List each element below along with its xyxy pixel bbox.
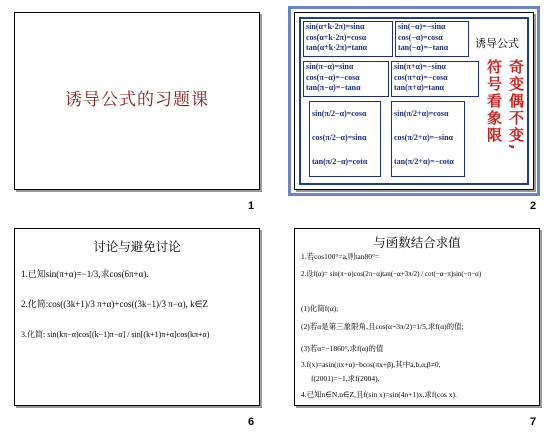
slide-thumbnail-2[interactable] [294, 12, 534, 190]
formula-box-3 [303, 61, 389, 97]
formula-box-1 [303, 21, 393, 57]
formula: cos(π/2−α)=sinα [312, 133, 367, 142]
slide-thumbnail-6[interactable] [14, 228, 260, 406]
formula: sin(π+α)=−sinα [394, 62, 446, 71]
slide-thumbnail-1[interactable] [14, 12, 260, 190]
formula: tan(π/2+α)=−cotα [394, 157, 454, 166]
formula: cos(π/2+α)=−sinα [394, 133, 453, 142]
formula: sin(−α)=−sinα [398, 22, 446, 31]
formula: cos(π−α)=−cosα [306, 72, 360, 82]
formula-box-6 [391, 101, 465, 177]
vertical-text-right: 奇变偶不变, [507, 59, 525, 152]
problem-item: 2.化简:cos((3k+1)/3 π+α)+cos((3k−1)/3 π−α), k∈Z [21, 299, 208, 309]
slide-number-7: 7 [530, 416, 537, 428]
slide-2-frame [299, 17, 529, 185]
slide-number-1: 1 [248, 200, 255, 212]
problem-item: (3)若α=−1860°,求f(α)的值 [301, 344, 384, 353]
formula: tan(π/2−α)=cotα [312, 157, 368, 166]
formula-box-2 [395, 21, 469, 57]
formula: tan(α+k·2π)=tanα [306, 43, 368, 52]
problem-item: (2)若α是第三象限角,且cos(α−3π/2)=1/5,求f(α)的值; [301, 322, 464, 331]
slide-number-2: 2 [530, 200, 537, 212]
problem-item: (1)化简f(α); [301, 304, 339, 313]
vertical-text-left: 符号看象限 [485, 59, 503, 144]
formula: cos(−α)=cosα [398, 32, 443, 42]
slide-1-title: 诱导公式的习题课 [65, 90, 209, 110]
formula: sin(π−α)=sinα [306, 62, 354, 71]
formula: sin(π/2−α)=cosα [312, 109, 367, 118]
problem-item: f(2001)=−1,求f(2004). [311, 374, 380, 383]
formula-box-4 [391, 61, 479, 97]
problem-item: 2.设f(α)= sin(π−α)cos(2π−α)tan(−α+3π/2) / cot(−α−π)sin(−π−α) [301, 270, 482, 278]
formula: tan(π+α)=tanα [394, 83, 444, 92]
problem-item: 1.已知sin(π+α)=−1/3,求cos(6π+α). [21, 269, 149, 279]
formula: tan(−α)=−tanα [398, 43, 449, 52]
problem-item: 3.化简: sin(kπ−α)cos[(k−1)π−α] / sin[(k+1)π+α]cos(kπ+α) [21, 330, 210, 339]
formula: cos(π+α)=−cosα [394, 72, 448, 82]
problem-item: 3.f(x)=asin(πx+α)−bcos(πx+β),其中a,b,α,β≠0, [301, 360, 441, 369]
formula: tan(π−α)=−tanα [306, 83, 361, 92]
slide-6-title: 讨论与避免讨论 [93, 239, 181, 254]
formula: sin(α+k·2π)=sinα [306, 22, 365, 31]
slide-2-caption: 诱导公式 [475, 37, 519, 50]
problem-item: 4.已知n∈N,n∈Z,且f(sin x)=sin(4n+1)x,求f(cos x). [301, 390, 457, 399]
slide-7-title: 与函数结合求值 [373, 235, 461, 250]
slide-thumbnail-7[interactable] [294, 228, 540, 406]
formula-box-5 [309, 101, 381, 177]
formula: cos(α+k·2π)=cosα [306, 32, 367, 42]
formula: sin(π/2+α)=cosα [394, 109, 449, 118]
slide-number-6: 6 [248, 416, 255, 428]
problem-item: 1.若cos100°=a,则tan80°= [301, 252, 380, 261]
